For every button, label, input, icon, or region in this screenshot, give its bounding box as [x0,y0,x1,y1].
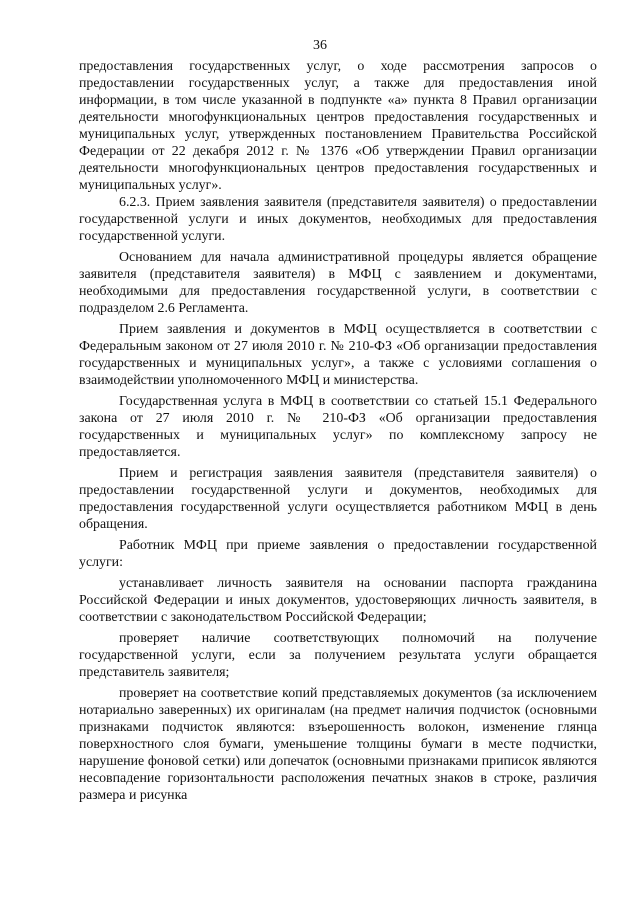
paragraph-worker-duties: Работник МФЦ при приеме заявления о предоставлении государственной услуги: [79,538,597,570]
page-number: 36 [313,38,327,53]
document-body [79,58,597,804]
paragraph-copies-check: проверяет на соответствие копий представляемых документов (за исключением нотариально заверенных) их оригиналам (на предмет наличия подчисток (основными признаками подчисток являются: взъерошенность волокон, изменение глянца поверхностного слоя бумаги, уменьшение толщины бумаги в месте подчистки, нарушение фоновой сетки) или допечаток (основными признаками приписок являются несовпадение горизонтальности расположения печатных знаков в строке, различия размера и рисунка [79,686,597,803]
paragraph-section-6-2-3: 6.2.3. Прием заявления заявителя (представителя заявителя) о предоставлении государственной услуги и иных документов, необходимых для предоставления государственной услуги. [79,195,597,244]
paragraph-authority-check: проверяет наличие соответствующих полномочий на получение государственной услуги, если за получением результата услуги обращается представитель заявителя; [79,631,597,680]
paragraph-identity-check: устанавливает личность заявителя на основании паспорта гражданина Российской Федерации и иных документов, удостоверяющих личность заявителя, в соответствии с законодательством Российской Федерации; [79,576,597,625]
paragraph-grounds: Основанием для начала административной процедуры является обращение заявителя (представителя заявителя) в МФЦ с заявлением и документами, необходимыми для предоставления государственной услуги, в соответствии с подразделом 2.6 Регламента. [79,250,597,316]
paragraph-reception: Прием заявления и документов в МФЦ осуществляется в соответствии с Федеральным законом от 27 июля 2010 г. № 210-ФЗ «Об организации предоставления государственных и муниципальных услуг», а также с условиями соглашения о взаимодействии уполномоченного МФЦ и министерства. [79,322,597,388]
paragraph-complex-request: Государственная услуга в МФЦ в соответствии со статьей 15.1 Федерального закона от 27 июля 2010 г. № 210-ФЗ «Об организации предоставления государственных и муниципальных услуг» по комплексному запросу не предоставляется. [79,394,597,460]
paragraph-continuation: предоставления государственных услуг, о ходе рассмотрения запросов о предоставлении государственных услуг, а также для предоставления иной информации, в том числе указанной в подпункте «а» пункта 8 Правил организации деятельности многофункциональных центров предоставления государственных и муниципальных услуг, утвержденных постановлением Правительства Российской Федерации от 22 декабря 2012 г. № 1376 «Об утверждении Правил организации деятельности многофункциональных центров предоставления государственных и муниципальных услуг». [79,59,597,193]
paragraph-registration: Прием и регистрация заявления заявителя (представителя заявителя) о предоставлении государственной услуги и документов, необходимых для предоставления государственной услуги осуществляется работником МФЦ в день обращения. [79,466,597,532]
